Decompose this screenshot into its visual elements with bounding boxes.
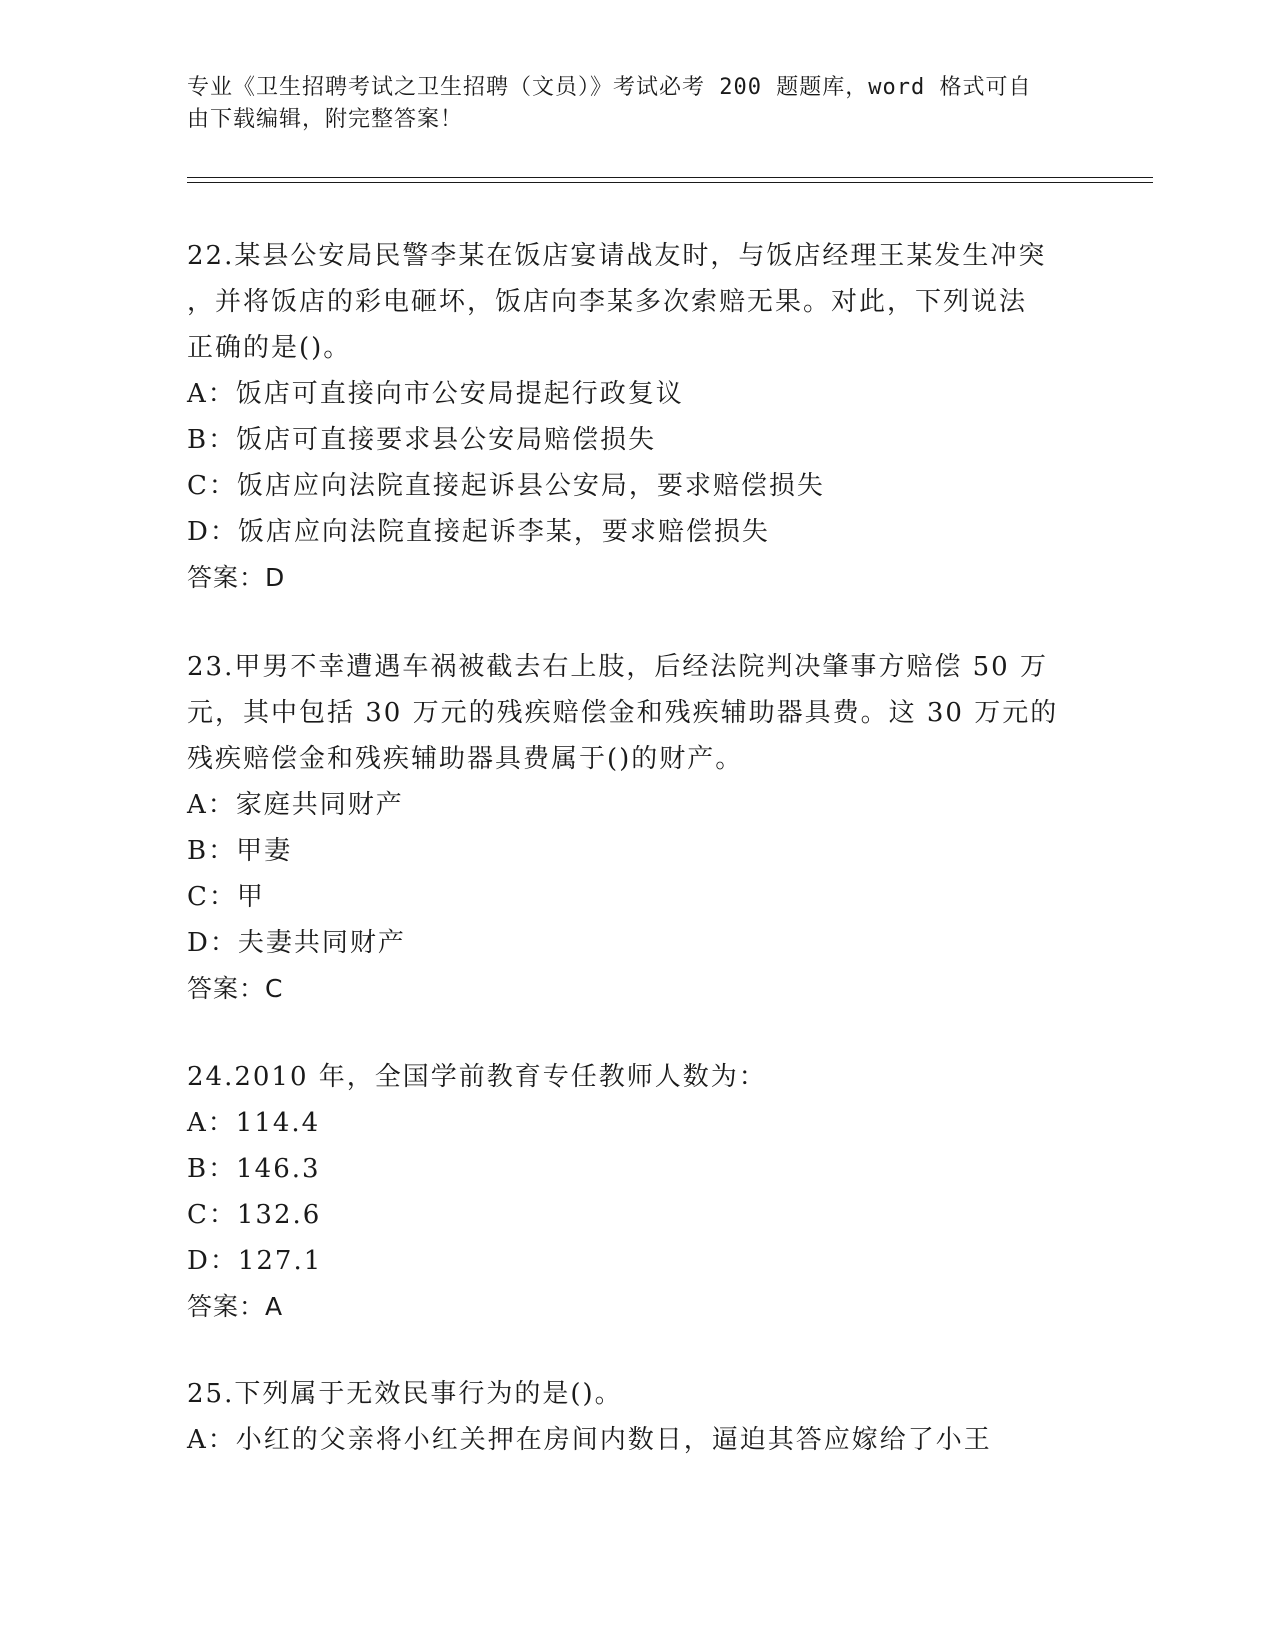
question-stem-line: 23.甲男不幸遭遇车祸被截去右上肢，后经法院判决肇事方赔偿 50 万 xyxy=(187,652,1048,682)
option-b: B：甲妻 xyxy=(187,836,293,866)
question-23 xyxy=(187,644,1067,1012)
option-a: A：小红的父亲将小红关押在房间内数日，逼迫其答应嫁给了小王 xyxy=(187,1425,992,1455)
question-stem-line: 24.2010 年，全国学前教育专任教师人数为： xyxy=(187,1062,767,1092)
question-stem-line: 正确的是()。 xyxy=(187,333,352,363)
question-24 xyxy=(187,1054,1067,1330)
question-25 xyxy=(187,1371,1067,1463)
option-d: D：饭店应向法院直接起诉李某，要求赔偿损失 xyxy=(187,517,770,547)
question-stem-line: 22.某县公安局民警李某在饭店宴请战友时，与饭店经理王某发生冲突 xyxy=(187,241,1047,271)
option-a: A：114.4 xyxy=(187,1108,321,1138)
question-stem-line: 残疾赔偿金和残疾辅助器具费属于()的财产。 xyxy=(187,744,744,774)
option-a: A：饭店可直接向市公安局提起行政复议 xyxy=(187,379,684,409)
header-divider-top xyxy=(187,177,1153,178)
option-c: C：甲 xyxy=(187,882,265,912)
option-b: B：146.3 xyxy=(187,1154,321,1184)
document-header xyxy=(187,72,1067,136)
header-divider-bottom xyxy=(187,182,1153,183)
answer: 答案：C xyxy=(187,974,284,1003)
option-a: A：家庭共同财产 xyxy=(187,790,404,820)
option-d: D：127.1 xyxy=(187,1246,323,1276)
question-stem-line: 元，其中包括 30 万元的残疾赔偿金和残疾辅助器具费。这 30 万元的 xyxy=(187,698,1059,728)
question-stem-line: ，并将饭店的彩电砸坏，饭店向李某多次索赔无果。对此，下列说法 xyxy=(187,287,1028,317)
option-b: B：饭店可直接要求县公安局赔偿损失 xyxy=(187,425,657,455)
option-c: C：132.6 xyxy=(187,1200,322,1230)
answer: 答案：A xyxy=(187,1292,284,1321)
option-d: D：夫妻共同财产 xyxy=(187,928,406,958)
answer: 答案：D xyxy=(187,563,286,592)
question-stem-line: 25.下列属于无效民事行为的是()。 xyxy=(187,1379,623,1409)
header-line-2: 由下载编辑，附完整答案！ xyxy=(187,107,464,132)
question-22 xyxy=(187,233,1067,601)
option-c: C：饭店应向法院直接起诉县公安局，要求赔偿损失 xyxy=(187,471,825,501)
header-line-1: 专业《卫生招聘考试之卫生招聘（文员）》考试必考 200 题题库，word 格式可自 xyxy=(187,75,1032,100)
